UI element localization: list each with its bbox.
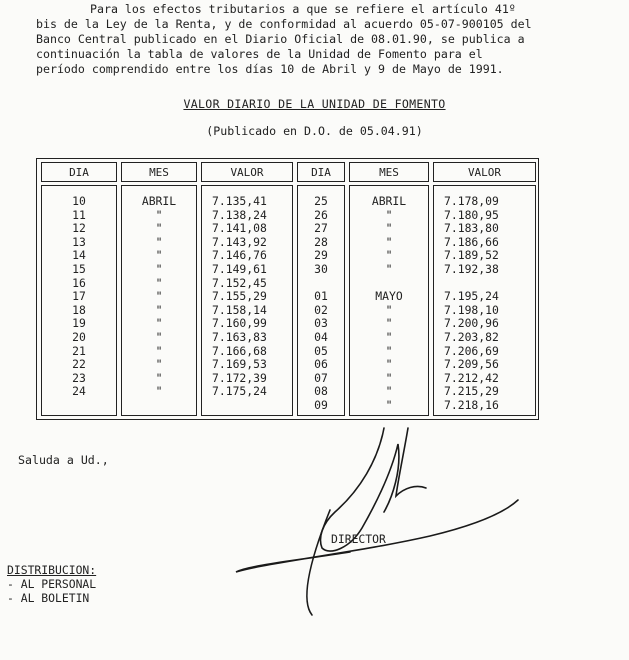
signature-title: DIRECTOR bbox=[331, 532, 386, 546]
table-cell-valor: 7.200,96 bbox=[444, 316, 499, 331]
table-cell-dia: 28 bbox=[314, 234, 328, 249]
table-cell-dia: 03 bbox=[314, 316, 328, 331]
table-subtitle: (Publicado en D.O. de 05.04.91) bbox=[206, 124, 423, 138]
table-title: VALOR DIARIO DE LA UNIDAD DE FOMENTO bbox=[183, 97, 446, 111]
intro-line: Para los efectos tributarios a que se refiere el artículo 41º bbox=[90, 2, 516, 16]
header-dia-2: DIA bbox=[297, 162, 345, 182]
intro-line: Banco Central publicado en el Diario Oficial de 08.01.90, se publica a bbox=[36, 32, 525, 46]
table-cell-dia: 30 bbox=[314, 261, 328, 276]
table-cell-dia: 04 bbox=[314, 329, 328, 344]
table-cell-valor: 7.195,24 bbox=[444, 289, 499, 304]
table-cell-dia: 18 bbox=[72, 302, 86, 317]
table-cell-valor: 7.160,99 bbox=[212, 316, 267, 331]
table-cell-mes: " bbox=[385, 370, 393, 385]
table-cell-valor: 7.180,95 bbox=[444, 207, 499, 222]
table-cell-dia: 19 bbox=[72, 316, 86, 331]
table-cell-valor: 7.212,42 bbox=[444, 370, 499, 385]
table-cell-valor: 7.183,80 bbox=[444, 221, 499, 236]
table-cell-mes: " bbox=[155, 302, 163, 317]
table-cell-dia: 11 bbox=[72, 207, 86, 222]
table-cell-mes: " bbox=[155, 275, 163, 290]
table-cell-dia: 02 bbox=[314, 302, 328, 317]
table-cell-mes: " bbox=[385, 302, 393, 317]
table-cell-mes: " bbox=[155, 329, 163, 344]
table-cell-dia: 06 bbox=[314, 357, 328, 372]
header-mes: MES bbox=[121, 162, 197, 182]
table-cell-mes: " bbox=[155, 384, 163, 399]
table-cell-dia: 24 bbox=[72, 384, 86, 399]
table-cell-dia: 10 bbox=[72, 194, 86, 208]
table-cell-mes: " bbox=[385, 397, 393, 412]
table-cell-dia: 05 bbox=[314, 343, 328, 358]
table-cell-valor: 7.186,66 bbox=[444, 234, 499, 249]
intro-line: bis de la Ley de la Renta, y de conformidad al acuerdo 05-07-900105 del bbox=[36, 17, 532, 31]
table-cell-mes: " bbox=[385, 207, 393, 222]
table-cell-mes: " bbox=[155, 207, 163, 222]
table-cell-dia: 26 bbox=[314, 207, 328, 222]
table-cell-mes: " bbox=[155, 357, 163, 372]
table-cell-mes: " bbox=[385, 343, 393, 358]
table-cell-valor: 7.166,68 bbox=[212, 343, 267, 358]
table-cell-dia: 22 bbox=[72, 357, 86, 372]
header-mes-2: MES bbox=[349, 162, 429, 182]
table-cell-dia: 15 bbox=[72, 261, 86, 276]
table-cell-valor: 7.135,41 bbox=[212, 194, 267, 208]
table-cell-mes: " bbox=[385, 357, 393, 372]
header-valor: VALOR bbox=[201, 162, 293, 182]
table-cell-dia: 12 bbox=[72, 221, 86, 236]
table-cell-dia: 07 bbox=[314, 370, 328, 385]
table-cell-dia: 16 bbox=[72, 275, 86, 290]
table-cell-valor: 7.189,52 bbox=[444, 248, 499, 263]
distribution-item: - AL BOLETIN bbox=[7, 591, 90, 605]
table-cell-valor: 7.172,39 bbox=[212, 370, 267, 385]
table-cell-mes: " bbox=[155, 234, 163, 249]
table-cell-valor: 7.155,29 bbox=[212, 289, 267, 304]
table-cell-mes: " bbox=[385, 384, 393, 399]
table-cell-mes: " bbox=[155, 289, 163, 304]
table-cell-dia: 14 bbox=[72, 248, 86, 263]
closing-text: Saluda a Ud., bbox=[18, 453, 109, 467]
table-cell-dia: 09 bbox=[314, 397, 328, 412]
table-cell-valor: 7.178,09 bbox=[444, 194, 499, 208]
table-cell-valor: 7.152,45 bbox=[212, 275, 267, 290]
table-cell-mes: " bbox=[155, 261, 163, 276]
table-cell-dia: 01 bbox=[314, 289, 328, 304]
table-cell-mes: " bbox=[385, 234, 393, 249]
table-cell-dia: 25 bbox=[314, 194, 328, 208]
table-cell-valor: 7.175,24 bbox=[212, 384, 267, 399]
table-cell-valor: 7.149,61 bbox=[212, 261, 267, 276]
table-cell-dia: 23 bbox=[72, 370, 86, 385]
table-cell-valor: 7.215,29 bbox=[444, 384, 499, 399]
table-cell-valor: 7.169,53 bbox=[212, 357, 267, 372]
table-cell-dia: 27 bbox=[314, 221, 328, 236]
table-cell-mes: " bbox=[155, 343, 163, 358]
table-cell-dia: 21 bbox=[72, 343, 86, 358]
table-cell-dia: 17 bbox=[72, 289, 86, 304]
distribution-heading: DISTRIBUCION: bbox=[7, 563, 97, 577]
table-cell-valor: 7.146,76 bbox=[212, 248, 267, 263]
table-cell-valor: 7.198,10 bbox=[444, 302, 499, 317]
table-cell-valor: 7.163,83 bbox=[212, 329, 267, 344]
table-cell-valor: 7.192,38 bbox=[444, 261, 499, 276]
table-cell-mes: " bbox=[385, 261, 393, 276]
table-cell-mes: " bbox=[385, 221, 393, 236]
header-valor-2: VALOR bbox=[433, 162, 536, 182]
table-cell-valor: 7.141,08 bbox=[212, 221, 267, 236]
table-cell-dia: 20 bbox=[72, 329, 86, 344]
table-cell-mes: " bbox=[385, 329, 393, 344]
table-cell-mes: MAYO bbox=[375, 289, 403, 304]
table-cell-mes: ABRIL bbox=[141, 194, 177, 208]
table-cell-dia: 13 bbox=[72, 234, 86, 249]
table-cell-valor: 7.143,92 bbox=[212, 234, 267, 249]
table-cell-mes: ABRIL bbox=[371, 194, 407, 208]
table-cell-valor: 7.203,82 bbox=[444, 329, 499, 344]
distribution-item: - AL PERSONAL bbox=[7, 577, 97, 591]
table-cell-valor: 7.138,24 bbox=[212, 207, 267, 222]
intro-line: continuación la tabla de valores de la Unidad de Fomento para el bbox=[36, 47, 483, 61]
table-cell-mes: " bbox=[155, 316, 163, 331]
table-cell-dia: 29 bbox=[314, 248, 328, 263]
table-cell-mes: " bbox=[385, 316, 393, 331]
table-cell-valor: 7.209,56 bbox=[444, 357, 499, 372]
intro-line: período comprendido entre los días 10 de Abril y 9 de Mayo de 1991. bbox=[36, 62, 504, 76]
table-cell-mes: " bbox=[155, 221, 163, 236]
table-cell-dia: 08 bbox=[314, 384, 328, 399]
table-cell-valor: 7.158,14 bbox=[212, 302, 267, 317]
table-cell-mes: " bbox=[385, 248, 393, 263]
table-cell-valor: 7.206,69 bbox=[444, 343, 499, 358]
header-dia: DIA bbox=[41, 162, 117, 182]
distribution-block bbox=[7, 563, 96, 605]
table-cell-mes: " bbox=[155, 248, 163, 263]
table-cell-valor: 7.218,16 bbox=[444, 397, 499, 412]
table-cell-mes: " bbox=[155, 370, 163, 385]
